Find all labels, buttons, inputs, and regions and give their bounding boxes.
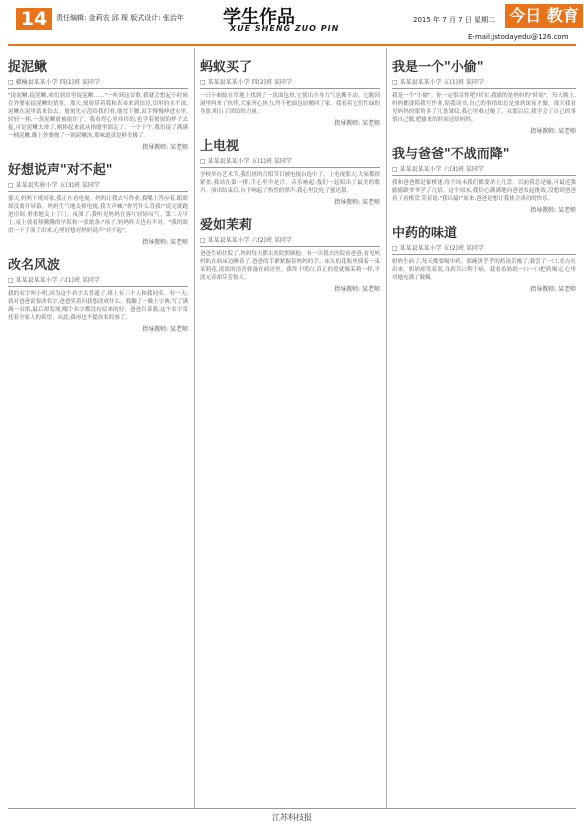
article bbox=[200, 56, 380, 127]
article bbox=[392, 56, 576, 135]
article-body: 那天,妈妈下班回家,我正在看电视。妈妈让我去写作业,我嘴上答应着,眼睛却没离开屏幕。妈妈生气地关掉电视,我大声喊:"你凭什么管我!"说完就跑进房间,重重地关上了门。夜深了,我听见妈妈在客厅轻轻叹气。第二天早上,桌上放着热腾腾的早饭和一张纸条:"孩子,妈妈昨天也有不对。"我的眼泪一下子流了出来,心里好想对妈妈说声"对不起"。 bbox=[8, 196, 188, 234]
article-byline: □ 某某县某某小学 五(1)班 某同学 bbox=[392, 77, 576, 89]
article-teacher: 指导教师: 某老师 bbox=[142, 239, 188, 246]
page-header bbox=[8, 0, 579, 44]
article-teacher: 指导教师: 某老师 bbox=[334, 199, 380, 206]
article-title: 好想说声"对不起" bbox=[8, 163, 113, 178]
issue-date: 2015 年 7 月 7 日 星期二 bbox=[413, 16, 496, 24]
article-body: 我和爸爸都是象棋迷,每个周末我们都要杀上几盘。以前我总是输,可最近我偷偷跟爷爷学了几招。这个周末,我信心满满地向爸爸发起挑战,没想到爸爸看了看棋盘,笑着说:"我认输!"原来,爸爸是想让我体会成功的快乐。 bbox=[392, 180, 576, 202]
article-body: 我是一个"小偷"。你一定很奇怪吧?其实,我偷的是妈妈的"时间"。每天晚上,妈妈都要陪我写作业,陪我读书,自己的事情却总是放到深夜才做。那天我看见妈妈的眼角多了几条皱纹,我心里难过极了。从那以后,我学会了自己的事情自己做,把偷来的时间还给妈妈。 bbox=[392, 93, 576, 123]
article-teacher: 指导教师: 某老师 bbox=[530, 128, 576, 135]
article-byline: □ 某某县某某小学 五(1)班 某同学 bbox=[200, 156, 380, 168]
article-byline: □ 某某县某某小学 五(2)班 某同学 bbox=[392, 243, 576, 255]
article-title: 我是一个"小偷" bbox=[392, 60, 484, 75]
article-title: 改名风波 bbox=[8, 258, 61, 273]
article-byline: □ 赣榆县某某小学 四(1)班 某同学 bbox=[8, 77, 188, 89]
article bbox=[8, 159, 188, 246]
article-teacher: 指导教师: 某老师 bbox=[142, 326, 188, 333]
article-body: 我的名字叫小明,因为这个名字太普通了,班上有三个人和我同名。有一天,我对爸爸说要改名字,爸爸笑着问我想改成什么。我翻了一晚上字典,写了满满一页纸,最后却发现,哪个名字都没有原来的好。爸爸告诉我,这个名字寄托着全家人的希望。从此,我再也不提改名的事了。 bbox=[8, 291, 188, 321]
article-teacher: 指导教师: 某老师 bbox=[334, 120, 380, 127]
article-byline: □ 某某县某某小学 六(2)班 某同学 bbox=[200, 235, 380, 247]
article-byline: □ 某某县实验小学 五(3)班 某同学 bbox=[8, 180, 188, 192]
column-left bbox=[8, 48, 188, 339]
article bbox=[392, 143, 576, 214]
column-right bbox=[392, 48, 576, 299]
column-divider bbox=[386, 48, 387, 808]
article bbox=[8, 254, 188, 333]
article-teacher: 指导教师: 某老师 bbox=[334, 286, 380, 293]
column-divider bbox=[194, 48, 195, 808]
article-title: 捉泥鳅 bbox=[8, 60, 48, 75]
article-teacher: 指导教师: 某老师 bbox=[530, 286, 576, 293]
article-byline: □ 某某县某某小学 六(1)班 某同学 bbox=[8, 275, 188, 287]
article-teacher: 指导教师: 某老师 bbox=[142, 144, 188, 151]
editor-credits: 责任编辑: 金莉农 邱 琛 版式设计: 张治年 bbox=[56, 14, 184, 22]
article-body: 学校举办艺术节,我们班的合唱节目被电视台选中了。上电视那天,大家都很紧张,我站在第一排,手心里全是汗。音乐响起,我们一起唱出了最美的歌声。演出结束后,台下响起了热烈的掌声,我心里比吃了蜜还甜。 bbox=[200, 172, 380, 194]
article-body: "捉泥鳅,捉泥鳅,咱们到田里捉泥鳅……"一听到这首歌,我就会想起小时候在外婆家捉泥鳅的情景。那天,舅舅带着我和表弟来到田边,田里的水不深,泥鳅在泥里钻来钻去。舅舅先示范给我们看,他弯下腰,双手慢慢伸进水里,轻轻一捧,一条泥鳅就被捉住了。我看得心里痒痒的,也学着舅舅的样子去捉,可是泥鳅太滑了,刚捧起来就从指缝里溜走了。一个下午,我们捉了满满一桶泥鳅,晚上外婆烧了一锅泥鳅汤,那味道真是鲜美极了。 bbox=[8, 93, 188, 139]
article-title: 上电视 bbox=[200, 139, 240, 154]
column-name: 学生作品 bbox=[223, 7, 295, 28]
article-body: 奶奶生病了,每天都要喝中药。那碗黑乎乎的药汤苦极了,我尝了一口,差点吐出来。奶奶却笑着说,良药苦口利于病。我看着奶奶一口一口把药喝完,心里对她充满了敬佩。 bbox=[392, 259, 576, 281]
column-middle bbox=[200, 48, 380, 299]
contact-email: E-mail:jstodayedu@126.com bbox=[468, 33, 569, 41]
column-pinyin: XUE SHENG ZUO PIN bbox=[230, 24, 340, 33]
article-title: 我与爸爸"不战而降" bbox=[392, 147, 510, 162]
article bbox=[200, 214, 380, 293]
article-title: 中药的味道 bbox=[392, 226, 458, 241]
article-byline: □ 某某县某某小学 六(3)班 某同学 bbox=[392, 164, 576, 176]
header-rule bbox=[8, 44, 576, 46]
article bbox=[200, 135, 380, 206]
page-number: 14 bbox=[16, 8, 52, 30]
brand-logo: 今日 教育 bbox=[505, 4, 583, 28]
footer-rule bbox=[8, 808, 576, 809]
article-title: 爱如茉莉 bbox=[200, 218, 253, 233]
article-body: 一只小蚂蚁在草地上找到了一块面包屑,它使出全身力气也搬不动。它跑回洞里叫来了伙伴,大家齐心协力,终于把面包屑搬回了家。我看着它们忙碌的身影,明白了团结的力量。 bbox=[200, 93, 380, 115]
article-byline: □ 某某县某某小学 四(2)班 某同学 bbox=[200, 77, 380, 89]
newspaper-footer: 江苏科技报 bbox=[272, 813, 312, 822]
article bbox=[392, 222, 576, 293]
article-title: 蚂蚁买了 bbox=[200, 60, 253, 75]
article-body: 爸爸生病住院了,妈妈每天都去医院照顾他。有一次我去医院看爸爸,看见妈妈趴在病床边睡着了,爸爸的手紧紧握着妈妈的手。床头的花瓶里插着一束茉莉花,淡淡的清香弥漫在病房里。我终于明白,真正的爱就像茉莉一样,平淡无奇却芬芳怡人。 bbox=[200, 251, 380, 281]
article-teacher: 指导教师: 某老师 bbox=[530, 207, 576, 214]
article bbox=[8, 56, 188, 151]
